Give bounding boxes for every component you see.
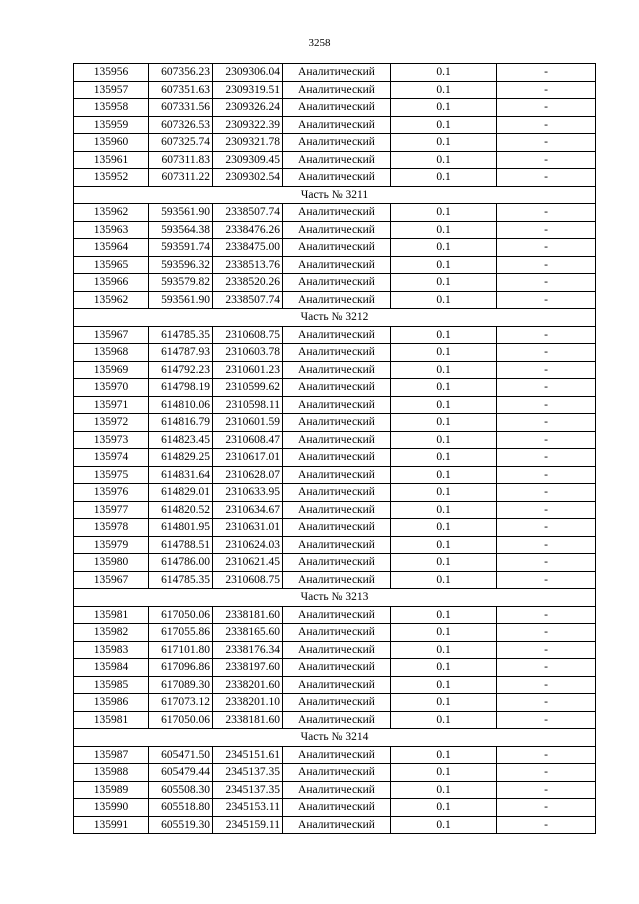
- y-coordinate-cell: 2310603.78: [213, 344, 283, 362]
- x-coordinate-cell: 605519.30: [149, 816, 213, 834]
- accuracy-cell: 0.1: [391, 641, 497, 659]
- y-coordinate-cell: 2310628.07: [213, 466, 283, 484]
- method-cell: Аналитический: [283, 484, 391, 502]
- method-cell: Аналитический: [283, 676, 391, 694]
- method-cell: Аналитический: [283, 624, 391, 642]
- x-coordinate-cell: 617050.06: [149, 711, 213, 729]
- accuracy-cell: 0.1: [391, 239, 497, 257]
- table-row: [74, 326, 596, 344]
- note-cell: -: [497, 536, 596, 554]
- accuracy-cell: 0.1: [391, 694, 497, 712]
- accuracy-cell: 0.1: [391, 81, 497, 99]
- x-coordinate-cell: 614798.19: [149, 379, 213, 397]
- x-coordinate-cell: 593579.82: [149, 274, 213, 292]
- table-row: [74, 624, 596, 642]
- table-row: [74, 116, 596, 134]
- y-coordinate-cell: 2338513.76: [213, 256, 283, 274]
- x-coordinate-cell: 605518.80: [149, 799, 213, 817]
- method-cell: Аналитический: [283, 344, 391, 362]
- table-row: [74, 816, 596, 834]
- note-cell: -: [497, 239, 596, 257]
- section-header: Часть № 3213: [74, 589, 596, 607]
- accuracy-cell: 0.1: [391, 449, 497, 467]
- point-id-cell: 135983: [74, 641, 149, 659]
- x-coordinate-cell: 605508.30: [149, 781, 213, 799]
- accuracy-cell: 0.1: [391, 379, 497, 397]
- method-cell: Аналитический: [283, 781, 391, 799]
- x-coordinate-cell: 607311.83: [149, 151, 213, 169]
- x-coordinate-cell: 607326.53: [149, 116, 213, 134]
- x-coordinate-cell: 614792.23: [149, 361, 213, 379]
- note-cell: -: [497, 449, 596, 467]
- method-cell: Аналитический: [283, 221, 391, 239]
- point-id-cell: 135981: [74, 711, 149, 729]
- y-coordinate-cell: 2310598.11: [213, 396, 283, 414]
- note-cell: -: [497, 606, 596, 624]
- note-cell: -: [497, 344, 596, 362]
- table-row: [74, 571, 596, 589]
- note-cell: -: [497, 169, 596, 187]
- note-cell: -: [497, 361, 596, 379]
- method-cell: Аналитический: [283, 606, 391, 624]
- method-cell: Аналитический: [283, 256, 391, 274]
- y-coordinate-cell: 2310608.75: [213, 326, 283, 344]
- coordinates-table: [73, 63, 596, 834]
- point-id-cell: 135956: [74, 64, 149, 82]
- accuracy-cell: 0.1: [391, 326, 497, 344]
- table-row: [74, 501, 596, 519]
- note-cell: -: [497, 764, 596, 782]
- method-cell: Аналитический: [283, 694, 391, 712]
- point-id-cell: 135989: [74, 781, 149, 799]
- accuracy-cell: 0.1: [391, 536, 497, 554]
- point-id-cell: 135971: [74, 396, 149, 414]
- point-id-cell: 135952: [74, 169, 149, 187]
- note-cell: -: [497, 291, 596, 309]
- x-coordinate-cell: 614820.52: [149, 501, 213, 519]
- note-cell: -: [497, 64, 596, 82]
- point-id-cell: 135966: [74, 274, 149, 292]
- method-cell: Аналитический: [283, 764, 391, 782]
- y-coordinate-cell: 2309326.24: [213, 99, 283, 117]
- table-row: [74, 711, 596, 729]
- y-coordinate-cell: 2310601.23: [213, 361, 283, 379]
- point-id-cell: 135967: [74, 571, 149, 589]
- note-cell: -: [497, 781, 596, 799]
- x-coordinate-cell: 605479.44: [149, 764, 213, 782]
- table-row: [74, 256, 596, 274]
- accuracy-cell: 0.1: [391, 396, 497, 414]
- note-cell: -: [497, 641, 596, 659]
- note-cell: -: [497, 484, 596, 502]
- table-row: [74, 484, 596, 502]
- method-cell: Аналитический: [283, 816, 391, 834]
- y-coordinate-cell: 2338197.60: [213, 659, 283, 677]
- method-cell: Аналитический: [283, 554, 391, 572]
- table-row: [74, 274, 596, 292]
- point-id-cell: 135959: [74, 116, 149, 134]
- table-row: [74, 64, 596, 82]
- point-id-cell: 135984: [74, 659, 149, 677]
- method-cell: Аналитический: [283, 169, 391, 187]
- method-cell: Аналитический: [283, 536, 391, 554]
- accuracy-cell: 0.1: [391, 676, 497, 694]
- table-row: [74, 536, 596, 554]
- table-row: [74, 554, 596, 572]
- point-id-cell: 135977: [74, 501, 149, 519]
- note-cell: -: [497, 519, 596, 537]
- table-row: [74, 81, 596, 99]
- table-row: [74, 291, 596, 309]
- note-cell: -: [497, 816, 596, 834]
- point-id-cell: 135980: [74, 554, 149, 572]
- point-id-cell: 135969: [74, 361, 149, 379]
- note-cell: -: [497, 554, 596, 572]
- x-coordinate-cell: 593596.32: [149, 256, 213, 274]
- note-cell: -: [497, 99, 596, 117]
- note-cell: -: [497, 431, 596, 449]
- method-cell: Аналитический: [283, 361, 391, 379]
- point-id-cell: 135967: [74, 326, 149, 344]
- point-id-cell: 135988: [74, 764, 149, 782]
- note-cell: -: [497, 274, 596, 292]
- x-coordinate-cell: 617073.12: [149, 694, 213, 712]
- x-coordinate-cell: 614810.06: [149, 396, 213, 414]
- accuracy-cell: 0.1: [391, 659, 497, 677]
- note-cell: -: [497, 501, 596, 519]
- accuracy-cell: 0.1: [391, 221, 497, 239]
- x-coordinate-cell: 617096.86: [149, 659, 213, 677]
- y-coordinate-cell: 2345153.11: [213, 799, 283, 817]
- note-cell: -: [497, 571, 596, 589]
- note-cell: -: [497, 116, 596, 134]
- method-cell: Аналитический: [283, 501, 391, 519]
- x-coordinate-cell: 617055.86: [149, 624, 213, 642]
- point-id-cell: 135973: [74, 431, 149, 449]
- x-coordinate-cell: 617101.80: [149, 641, 213, 659]
- table-row: [74, 694, 596, 712]
- x-coordinate-cell: 614829.01: [149, 484, 213, 502]
- point-id-cell: 135979: [74, 536, 149, 554]
- table-row: [74, 221, 596, 239]
- method-cell: Аналитический: [283, 81, 391, 99]
- accuracy-cell: 0.1: [391, 799, 497, 817]
- point-id-cell: 135974: [74, 449, 149, 467]
- table-row: [74, 151, 596, 169]
- table-row: [74, 641, 596, 659]
- table-row: [74, 239, 596, 257]
- accuracy-cell: 0.1: [391, 256, 497, 274]
- table-row: [74, 361, 596, 379]
- y-coordinate-cell: 2338507.74: [213, 204, 283, 222]
- table-row: [74, 169, 596, 187]
- point-id-cell: 135957: [74, 81, 149, 99]
- method-cell: Аналитический: [283, 291, 391, 309]
- y-coordinate-cell: 2345159.11: [213, 816, 283, 834]
- y-coordinate-cell: 2345137.35: [213, 764, 283, 782]
- note-cell: -: [497, 379, 596, 397]
- note-cell: -: [497, 256, 596, 274]
- y-coordinate-cell: 2310617.01: [213, 449, 283, 467]
- table-row: [74, 764, 596, 782]
- note-cell: -: [497, 134, 596, 152]
- table-row: [74, 781, 596, 799]
- accuracy-cell: 0.1: [391, 116, 497, 134]
- method-cell: Аналитический: [283, 519, 391, 537]
- note-cell: -: [497, 659, 596, 677]
- point-id-cell: 135978: [74, 519, 149, 537]
- accuracy-cell: 0.1: [391, 606, 497, 624]
- method-cell: Аналитический: [283, 571, 391, 589]
- point-id-cell: 135976: [74, 484, 149, 502]
- y-coordinate-cell: 2345151.61: [213, 746, 283, 764]
- table-row: [74, 799, 596, 817]
- note-cell: -: [497, 81, 596, 99]
- table-row: [74, 606, 596, 624]
- accuracy-cell: 0.1: [391, 414, 497, 432]
- x-coordinate-cell: 617050.06: [149, 606, 213, 624]
- point-id-cell: 135968: [74, 344, 149, 362]
- method-cell: Аналитический: [283, 99, 391, 117]
- method-cell: Аналитический: [283, 379, 391, 397]
- point-id-cell: 135962: [74, 204, 149, 222]
- section-header-row: [74, 589, 596, 607]
- method-cell: Аналитический: [283, 466, 391, 484]
- point-id-cell: 135990: [74, 799, 149, 817]
- y-coordinate-cell: 2309322.39: [213, 116, 283, 134]
- x-coordinate-cell: 614786.00: [149, 554, 213, 572]
- y-coordinate-cell: 2310599.62: [213, 379, 283, 397]
- y-coordinate-cell: 2338507.74: [213, 291, 283, 309]
- table-row: [74, 99, 596, 117]
- y-coordinate-cell: 2310621.45: [213, 554, 283, 572]
- accuracy-cell: 0.1: [391, 361, 497, 379]
- x-coordinate-cell: 614801.95: [149, 519, 213, 537]
- point-id-cell: 135958: [74, 99, 149, 117]
- method-cell: Аналитический: [283, 746, 391, 764]
- accuracy-cell: 0.1: [391, 711, 497, 729]
- point-id-cell: 135963: [74, 221, 149, 239]
- accuracy-cell: 0.1: [391, 344, 497, 362]
- method-cell: Аналитический: [283, 151, 391, 169]
- accuracy-cell: 0.1: [391, 64, 497, 82]
- y-coordinate-cell: 2338475.00: [213, 239, 283, 257]
- note-cell: -: [497, 396, 596, 414]
- coordinates-table-body: [74, 64, 596, 834]
- y-coordinate-cell: 2338201.60: [213, 676, 283, 694]
- y-coordinate-cell: 2309319.51: [213, 81, 283, 99]
- point-id-cell: 135975: [74, 466, 149, 484]
- method-cell: Аналитический: [283, 659, 391, 677]
- section-header-row: [74, 309, 596, 327]
- accuracy-cell: 0.1: [391, 274, 497, 292]
- y-coordinate-cell: 2338165.60: [213, 624, 283, 642]
- table-row: [74, 449, 596, 467]
- x-coordinate-cell: 607311.22: [149, 169, 213, 187]
- y-coordinate-cell: 2309302.54: [213, 169, 283, 187]
- point-id-cell: 135981: [74, 606, 149, 624]
- note-cell: -: [497, 711, 596, 729]
- method-cell: Аналитический: [283, 134, 391, 152]
- table-row: [74, 344, 596, 362]
- accuracy-cell: 0.1: [391, 484, 497, 502]
- table-row: [74, 204, 596, 222]
- y-coordinate-cell: 2310608.47: [213, 431, 283, 449]
- y-coordinate-cell: 2345137.35: [213, 781, 283, 799]
- x-coordinate-cell: 593561.90: [149, 291, 213, 309]
- x-coordinate-cell: 593591.74: [149, 239, 213, 257]
- note-cell: -: [497, 221, 596, 239]
- note-cell: -: [497, 799, 596, 817]
- x-coordinate-cell: 614831.64: [149, 466, 213, 484]
- point-id-cell: 135987: [74, 746, 149, 764]
- note-cell: -: [497, 624, 596, 642]
- x-coordinate-cell: 614788.51: [149, 536, 213, 554]
- y-coordinate-cell: 2338520.26: [213, 274, 283, 292]
- table-row: [74, 659, 596, 677]
- point-id-cell: 135970: [74, 379, 149, 397]
- x-coordinate-cell: 607325.74: [149, 134, 213, 152]
- x-coordinate-cell: 593561.90: [149, 204, 213, 222]
- y-coordinate-cell: 2310608.75: [213, 571, 283, 589]
- note-cell: -: [497, 694, 596, 712]
- accuracy-cell: 0.1: [391, 571, 497, 589]
- table-row: [74, 519, 596, 537]
- point-id-cell: 135982: [74, 624, 149, 642]
- method-cell: Аналитический: [283, 641, 391, 659]
- section-header: Часть № 3212: [74, 309, 596, 327]
- method-cell: Аналитический: [283, 204, 391, 222]
- section-header: Часть № 3211: [74, 186, 596, 204]
- method-cell: Аналитический: [283, 326, 391, 344]
- point-id-cell: 135986: [74, 694, 149, 712]
- accuracy-cell: 0.1: [391, 746, 497, 764]
- accuracy-cell: 0.1: [391, 519, 497, 537]
- method-cell: Аналитический: [283, 116, 391, 134]
- note-cell: -: [497, 151, 596, 169]
- method-cell: Аналитический: [283, 239, 391, 257]
- method-cell: Аналитический: [283, 799, 391, 817]
- accuracy-cell: 0.1: [391, 764, 497, 782]
- note-cell: -: [497, 414, 596, 432]
- method-cell: Аналитический: [283, 274, 391, 292]
- y-coordinate-cell: 2309309.45: [213, 151, 283, 169]
- point-id-cell: 135972: [74, 414, 149, 432]
- x-coordinate-cell: 617089.30: [149, 676, 213, 694]
- note-cell: -: [497, 746, 596, 764]
- accuracy-cell: 0.1: [391, 169, 497, 187]
- accuracy-cell: 0.1: [391, 151, 497, 169]
- point-id-cell: 135960: [74, 134, 149, 152]
- point-id-cell: 135991: [74, 816, 149, 834]
- table-row: [74, 431, 596, 449]
- accuracy-cell: 0.1: [391, 501, 497, 519]
- note-cell: -: [497, 676, 596, 694]
- accuracy-cell: 0.1: [391, 431, 497, 449]
- x-coordinate-cell: 607331.56: [149, 99, 213, 117]
- method-cell: Аналитический: [283, 64, 391, 82]
- section-header: Часть № 3214: [74, 729, 596, 747]
- table-row: [74, 746, 596, 764]
- point-id-cell: 135961: [74, 151, 149, 169]
- x-coordinate-cell: 614785.35: [149, 571, 213, 589]
- table-row: [74, 676, 596, 694]
- y-coordinate-cell: 2310633.95: [213, 484, 283, 502]
- x-coordinate-cell: 605471.50: [149, 746, 213, 764]
- y-coordinate-cell: 2338181.60: [213, 711, 283, 729]
- note-cell: -: [497, 204, 596, 222]
- x-coordinate-cell: 614829.25: [149, 449, 213, 467]
- page-number: 3258: [308, 37, 331, 49]
- y-coordinate-cell: 2309306.04: [213, 64, 283, 82]
- method-cell: Аналитический: [283, 414, 391, 432]
- accuracy-cell: 0.1: [391, 99, 497, 117]
- coordinates-table-container: [73, 63, 596, 834]
- table-row: [74, 396, 596, 414]
- point-id-cell: 135962: [74, 291, 149, 309]
- point-id-cell: 135985: [74, 676, 149, 694]
- accuracy-cell: 0.1: [391, 624, 497, 642]
- accuracy-cell: 0.1: [391, 781, 497, 799]
- method-cell: Аналитический: [283, 431, 391, 449]
- x-coordinate-cell: 607351.63: [149, 81, 213, 99]
- method-cell: Аналитический: [283, 711, 391, 729]
- x-coordinate-cell: 614785.35: [149, 326, 213, 344]
- x-coordinate-cell: 593564.38: [149, 221, 213, 239]
- x-coordinate-cell: 614787.93: [149, 344, 213, 362]
- accuracy-cell: 0.1: [391, 466, 497, 484]
- note-cell: -: [497, 326, 596, 344]
- method-cell: Аналитический: [283, 449, 391, 467]
- x-coordinate-cell: 614823.45: [149, 431, 213, 449]
- accuracy-cell: 0.1: [391, 816, 497, 834]
- y-coordinate-cell: 2338201.10: [213, 694, 283, 712]
- x-coordinate-cell: 607356.23: [149, 64, 213, 82]
- accuracy-cell: 0.1: [391, 291, 497, 309]
- y-coordinate-cell: 2310634.67: [213, 501, 283, 519]
- note-cell: -: [497, 466, 596, 484]
- table-row: [74, 414, 596, 432]
- accuracy-cell: 0.1: [391, 554, 497, 572]
- y-coordinate-cell: 2309321.78: [213, 134, 283, 152]
- y-coordinate-cell: 2338176.34: [213, 641, 283, 659]
- table-row: [74, 134, 596, 152]
- section-header-row: [74, 186, 596, 204]
- section-header-row: [74, 729, 596, 747]
- y-coordinate-cell: 2310601.59: [213, 414, 283, 432]
- method-cell: Аналитический: [283, 396, 391, 414]
- x-coordinate-cell: 614816.79: [149, 414, 213, 432]
- y-coordinate-cell: 2338181.60: [213, 606, 283, 624]
- y-coordinate-cell: 2310631.01: [213, 519, 283, 537]
- accuracy-cell: 0.1: [391, 134, 497, 152]
- y-coordinate-cell: 2338476.26: [213, 221, 283, 239]
- accuracy-cell: 0.1: [391, 204, 497, 222]
- point-id-cell: 135964: [74, 239, 149, 257]
- point-id-cell: 135965: [74, 256, 149, 274]
- table-row: [74, 466, 596, 484]
- y-coordinate-cell: 2310624.03: [213, 536, 283, 554]
- table-row: [74, 379, 596, 397]
